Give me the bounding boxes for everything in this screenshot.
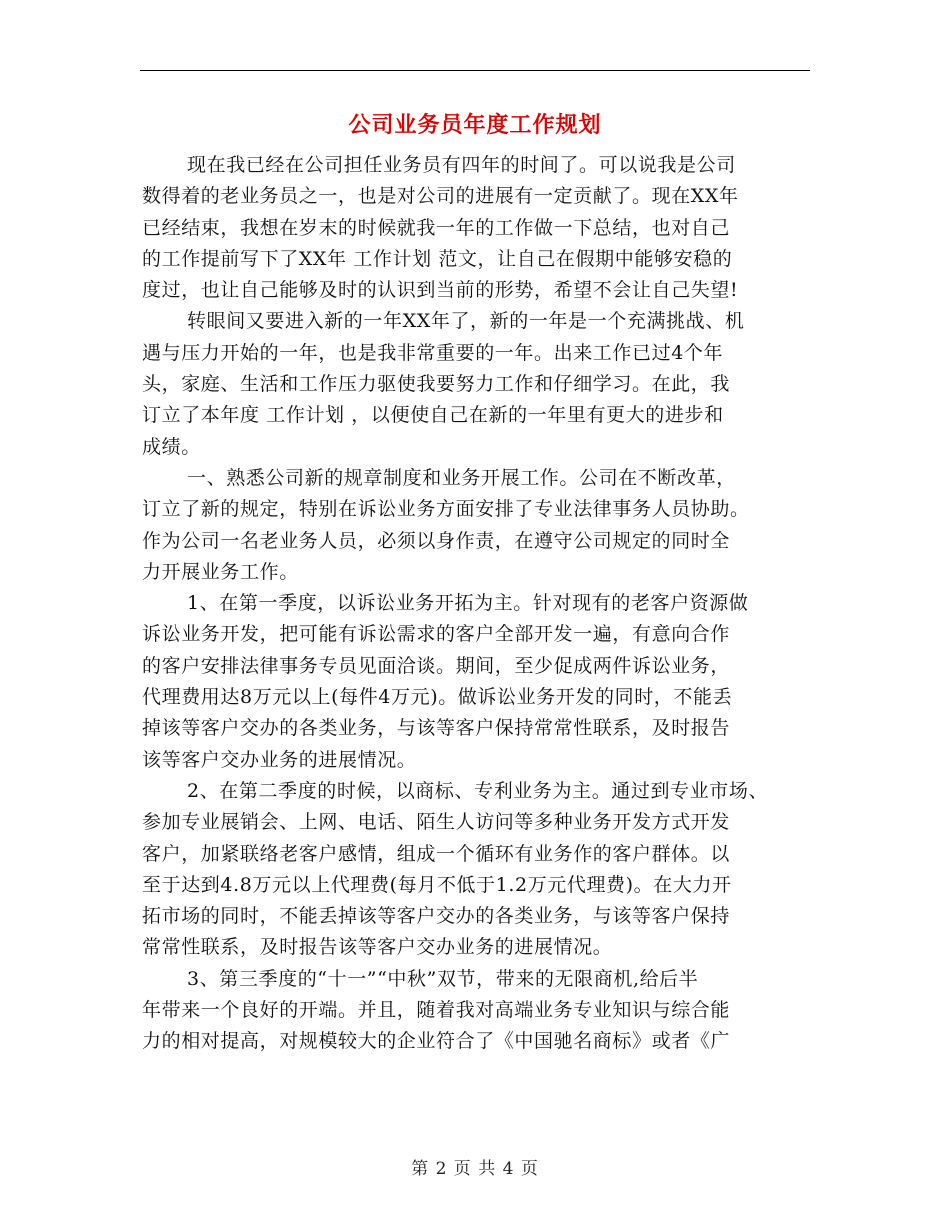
text-line: 订立了本年度 工作计划 ，以便使自己在新的一年里有更大的进步和 xyxy=(142,404,724,427)
text-line: 代理费用达8万元以上(每件4万元)。做诉讼业务开发的同时，不能丢 xyxy=(142,686,733,709)
text-line: 作为公司一名老业务人员，必须以身作责，在遵守公司规定的同时全 xyxy=(142,529,731,552)
text-line: 订立了新的规定，特别在诉讼业务方面安排了专业法律事务人员协助。 xyxy=(142,498,750,521)
text-line: 遇与压力开始的一年，也是我非常重要的一年。出来工作已过4个年 xyxy=(142,341,724,364)
header-rule xyxy=(140,70,810,71)
text-line: 的工作提前写下了XX年 工作计划 范文，让自己在假期中能够安稳的 xyxy=(142,247,733,270)
text-line: 诉讼业务开发，把可能有诉讼需求的客户全部开发一遍，有意向合作 xyxy=(142,623,731,646)
text-line: 拓市场的同时，不能丢掉该等客户交办的各类业务，与该等客户保持 xyxy=(142,905,731,928)
text-line: 已经结束，我想在岁末的时候就我一年的工作做一下总结，也对自己 xyxy=(142,216,731,239)
paragraph-q2 xyxy=(142,776,814,964)
page-number-footer: 第 2 页 共 4 页 xyxy=(411,1159,539,1179)
paragraph-new-year xyxy=(142,306,814,462)
document-body xyxy=(142,150,814,1058)
text-line: 力开展业务工作。 xyxy=(142,560,299,583)
paragraph-q1 xyxy=(142,588,814,776)
text-line: 1、在第一季度，以诉讼业务开拓为主。针对现有的老客户资源做 xyxy=(187,592,749,615)
paragraph-section-one xyxy=(142,463,814,588)
text-line: 至于达到4.8万元以上代理费(每月不低于1.2万元代理费)。在大力开 xyxy=(142,873,732,896)
text-line: 参加专业展销会、上网、电话、陌生人访问等多种业务开发方式开发 xyxy=(142,811,731,834)
text-line: 一、熟悉公司新的规章制度和业务开展工作。公司在不断改革， xyxy=(187,466,736,489)
text-line: 年带来一个良好的开端。并且，随着我对高端业务专业知识与综合能 xyxy=(142,999,731,1022)
text-line: 的客户安排法律事务专员见面洽谈。期间，至少促成两件诉讼业务， xyxy=(142,654,731,677)
text-line: 现在我已经在公司担任业务员有四年的时间了。可以说我是公司 xyxy=(187,154,736,176)
text-line: 该等客户交办业务的进展情况。 xyxy=(142,748,417,771)
text-line: 度过，也让自己能够及时的认识到当前的形势，希望不会让自己失望! xyxy=(142,279,739,302)
text-line: 客户，加紧联络老客户感情，组成一个循环有业务作的客户群体。以 xyxy=(142,842,731,865)
text-line: 成绩。 xyxy=(142,435,201,458)
document-title: 公司业务员年度工作规划 xyxy=(348,112,602,138)
text-line: 常常性联系，及时报告该等客户交办业务的进展情况。 xyxy=(142,936,613,959)
paragraph-q3 xyxy=(142,964,814,1058)
text-line: 头，家庭、生活和工作压力驱使我要努力工作和仔细学习。在此，我 xyxy=(142,373,731,396)
text-line: 2、在第二季度的时候，以商标、专利业务为主。通过到专业市场、 xyxy=(187,779,769,802)
text-line: 力的相对提高，对规模较大的企业符合了《中国驰名商标》或者《广 xyxy=(142,1030,731,1053)
text-line: 3、第三季度的“十一”“中秋”双节，带来的无限商机,给后半 xyxy=(187,967,699,990)
text-line: 数得着的老业务员之一，也是对公司的进展有一定贡献了。现在XX年 xyxy=(142,185,739,208)
text-line: 转眼间又要进入新的一年XX年了，新的一年是一个充满挑战、机 xyxy=(187,310,745,333)
text-line: 掉该等客户交办的各类业务，与该等客户保持常常性联系，及时报告 xyxy=(142,717,731,740)
paragraph-intro xyxy=(142,150,814,306)
